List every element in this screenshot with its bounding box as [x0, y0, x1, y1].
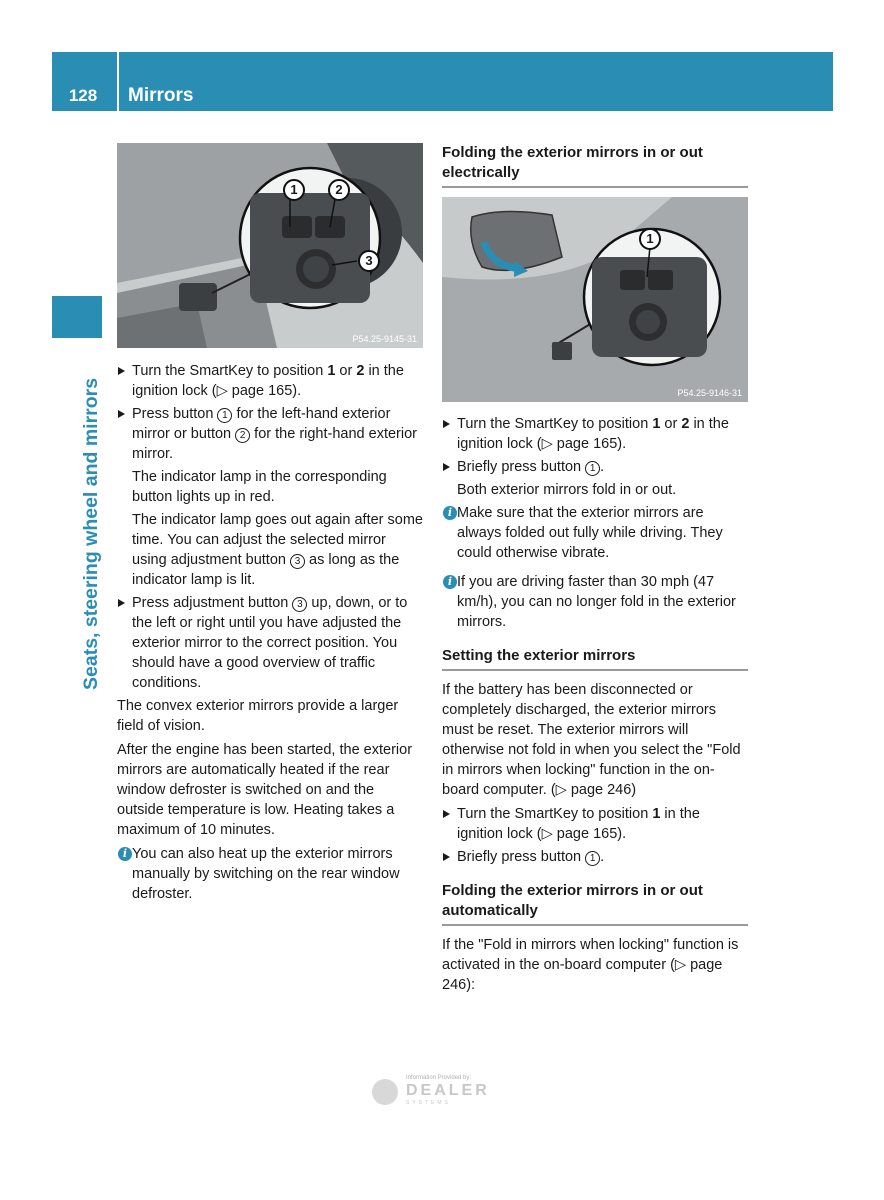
bullet-triangle-icon [118, 410, 125, 418]
right-column [442, 143, 748, 999]
bold-text: 2 [681, 416, 690, 432]
figure-code: P54.25-9146-31 [677, 388, 742, 398]
paragraph [442, 680, 748, 800]
text-run: Turn the SmartKey to position [457, 806, 653, 822]
bullet-triangle-icon [443, 420, 450, 428]
callout-1: 1 [639, 228, 661, 250]
text-run: Turn the SmartKey to position [457, 416, 653, 432]
text-run: in the ignition lock (▷ page 165). [132, 363, 404, 399]
text-run: Both exterior mirrors fold in or out. [457, 482, 677, 498]
section-heading [442, 646, 748, 671]
bullet-triangle-icon [443, 810, 450, 818]
bullet-triangle-icon [443, 463, 450, 471]
section-heading [442, 143, 748, 188]
callout-2: 2 [328, 179, 350, 201]
logo-small-text: Information Provided by: [406, 1075, 472, 1081]
info-note [442, 503, 748, 563]
text-run: If the battery has been disconnected or completely discharged, the exterior mirrors must be reset. The exterior mirrors will otherwise not fold in when you select the "Fold in mirrors when locking" function in the on-board computer. (▷ page 246) [442, 682, 741, 798]
step-result [117, 467, 423, 507]
text-run: You can also heat up the exterior mirrors manually by switching on the rear window defroster. [132, 846, 400, 902]
mirror-fold-figure [442, 197, 748, 402]
step-result [442, 480, 748, 500]
text-run: . [600, 849, 605, 865]
callout-ref-1: 1 [585, 851, 600, 866]
text-run: as long as the indicator lamp is lit. [132, 552, 400, 588]
callout-ref-1: 1 [217, 408, 232, 423]
callout-ref-1: 1 [585, 461, 600, 476]
bold-text: 1 [652, 416, 661, 432]
info-note [117, 844, 423, 904]
chapter-title: Mirrors [128, 85, 194, 106]
bullet-triangle-icon [118, 367, 125, 375]
info-icon: i [443, 575, 457, 589]
instruction-step [117, 361, 423, 401]
callout-ref-2: 2 [235, 428, 250, 443]
logo-sub-text: SYSTEMS [406, 1100, 451, 1106]
text-run: Briefly press button [457, 849, 586, 865]
text-run: for the right-hand exterior mirror. [132, 426, 417, 462]
page-number: 128 [68, 86, 98, 105]
instruction-step [442, 414, 748, 454]
dealer-systems-logo [372, 1073, 504, 1109]
text-run: The indicator lamp goes out again after some time. You can adjust the selected mirror using adjustment button [132, 512, 423, 568]
step-result [117, 510, 423, 590]
text-run: or [660, 416, 682, 432]
text-run: in the ignition lock (▷ page 165). [457, 806, 700, 842]
instruction-step [442, 804, 748, 844]
text-run: or [335, 363, 357, 379]
logo-big-text: DEALER [406, 1082, 490, 1099]
instruction-step [442, 457, 748, 477]
instruction-step [117, 404, 423, 464]
paragraph [117, 696, 423, 736]
logo-badge-icon [372, 1079, 398, 1105]
bold-text: 1 [327, 363, 336, 379]
text-run: in the ignition lock (▷ page 165). [457, 416, 729, 452]
side-chapter-title: Seats, steering wheel and mirrors [80, 377, 102, 690]
section-heading [442, 881, 748, 926]
text-run: Briefly press button [457, 459, 586, 475]
text-run: Folding the exterior mirrors in or out automatically [442, 882, 703, 919]
text-run: After the engine has been started, the exterior mirrors are automatically heated if the rear window defroster is switched on and the outside temperature is low. Heating takes a maximum of 10 minutes. [117, 742, 413, 838]
instruction-step [117, 593, 423, 693]
text-run: Press button [132, 406, 218, 422]
info-icon: i [443, 506, 457, 520]
text-run: The indicator lamp in the corresponding button lights up in red. [132, 469, 387, 505]
callout-3: 3 [358, 250, 380, 272]
bullet-triangle-icon [443, 853, 450, 861]
callout-1: 1 [283, 179, 305, 201]
text-run: The convex exterior mirrors provide a larger field of vision. [117, 698, 399, 734]
text-run: If the "Fold in mirrors when locking" function is activated in the on-board computer (▷ page 246): [442, 937, 739, 993]
mirror-adjust-figure [117, 143, 423, 348]
header-divider [117, 52, 119, 111]
text-run: Setting the exterior mirrors [442, 647, 636, 664]
left-column [117, 143, 423, 913]
left-text-body [117, 361, 423, 904]
info-note [442, 572, 748, 632]
text-run: for the left-hand exterior mirror or button [132, 406, 391, 442]
figure-code: P54.25-9145-31 [352, 334, 417, 344]
instruction-step [442, 847, 748, 867]
side-tab [52, 296, 102, 338]
bullet-triangle-icon [118, 599, 125, 607]
mirror-switch-illustration [117, 143, 423, 348]
callout-ref-3: 3 [290, 554, 305, 569]
right-text-body [442, 143, 748, 995]
text-run: Press adjustment button [132, 595, 293, 611]
text-run: Make sure that the exterior mirrors are always folded out fully while driving. They could otherwise vibrate. [457, 505, 723, 561]
info-icon: i [118, 847, 132, 861]
text-run: If you are driving faster than 30 mph (47 km/h), you can no longer fold in the exterior mirrors. [457, 574, 736, 630]
paragraph [442, 935, 748, 995]
mirror-fold-illustration [442, 197, 748, 402]
text-run: Folding the exterior mirrors in or out electrically [442, 144, 703, 181]
bold-text: 2 [356, 363, 365, 379]
paragraph [117, 740, 423, 840]
callout-ref-3: 3 [292, 597, 307, 612]
bold-text: 1 [652, 806, 661, 822]
text-run: Turn the SmartKey to position [132, 363, 328, 379]
text-run: . [600, 459, 605, 475]
text-run: up, down, or to the left or right until you have adjusted the exterior mirror to the correct position. You should have a good overview of traffic conditions. [132, 595, 408, 691]
